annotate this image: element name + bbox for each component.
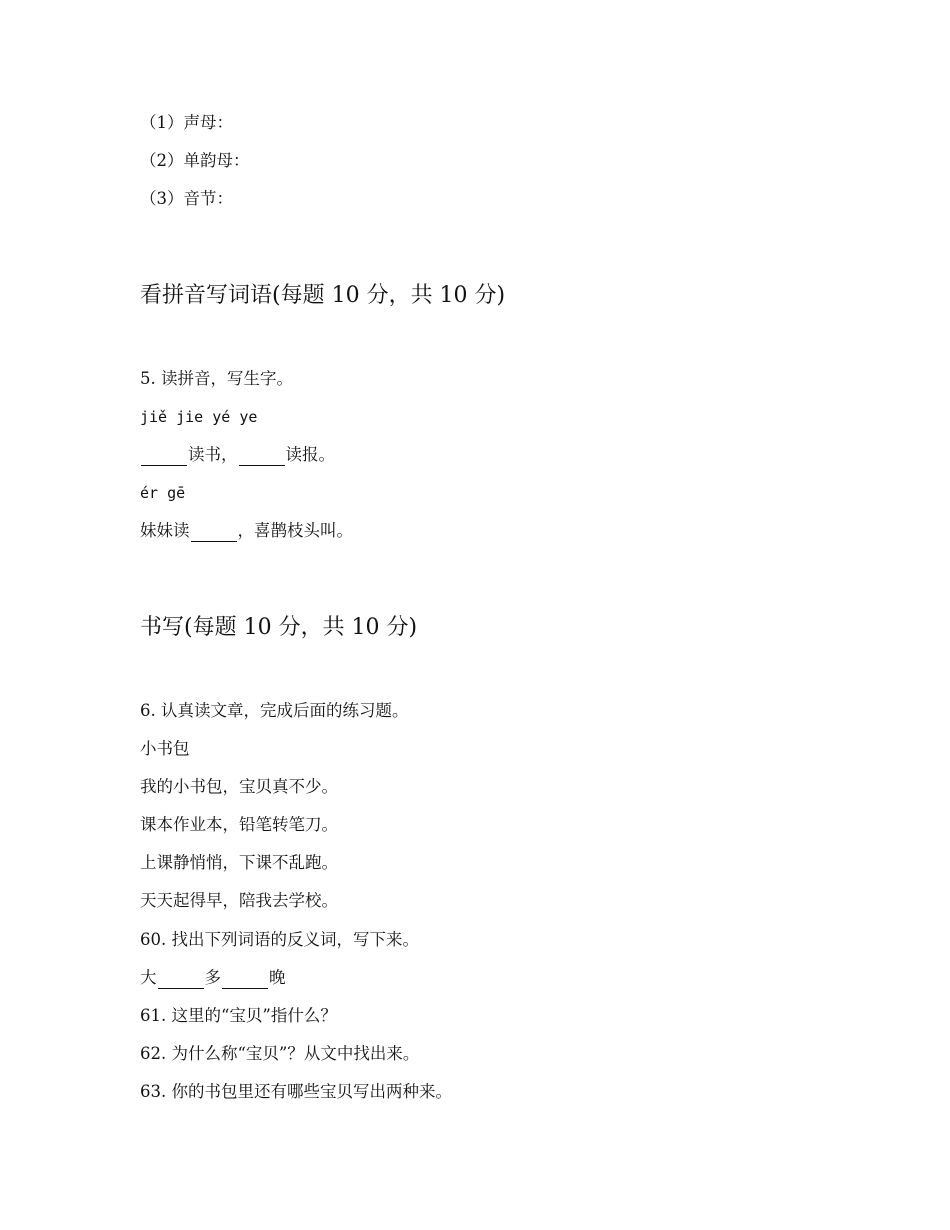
sentence-text: 读书， (188, 445, 238, 464)
answer-blank[interactable] (222, 970, 268, 989)
question-61: 61. 这里的“宝贝”指什么？ (140, 1006, 337, 1025)
sentence-text: ，喜鹊枝头叫。 (237, 521, 353, 540)
answer-blank[interactable] (191, 523, 237, 542)
section-heading-writing: 书写(每题 10 分，共 10 分) (140, 615, 418, 640)
list-item-single-finals: （2）单韵母： (140, 151, 250, 170)
question-6-title: 6. 认真读文章，完成后面的练习题。 (140, 701, 409, 720)
antonym-word: 多 (204, 968, 221, 987)
section-heading-pinyin: 看拼音写词语(每题 10 分，共 10 分) (140, 283, 506, 308)
sentence-text: 妹妹读 (140, 521, 190, 540)
pinyin-line-1: jiě jie yé ye (140, 408, 258, 426)
poem-line: 天天起得早，陪我去学校。 (140, 891, 338, 910)
poem-line: 我的小书包，宝贝真不少。 (140, 777, 338, 796)
antonym-row (140, 967, 286, 989)
sentence-text: 读报。 (285, 445, 335, 464)
question-63: 63. 你的书包里还有哪些宝贝写出两种来。 (140, 1082, 452, 1101)
fill-sentence-1 (140, 444, 335, 466)
list-item-initials: （1）声母： (140, 113, 233, 132)
antonym-word: 大 (140, 968, 157, 987)
answer-blank[interactable] (158, 970, 204, 989)
poem-line: 上课静悄悄，下课不乱跑。 (140, 853, 338, 872)
answer-blank[interactable] (141, 447, 187, 466)
antonym-word: 晚 (269, 968, 286, 987)
poem-line: 课本作业本，铅笔转笔刀。 (140, 815, 338, 834)
question-62: 62. 为什么称“宝贝”？从文中找出来。 (140, 1044, 420, 1063)
question-60: 60. 找出下列词语的反义词，写下来。 (140, 930, 419, 949)
pinyin-line-2: ér gē (140, 484, 186, 502)
question-5-title: 5. 读拼音，写生字。 (140, 369, 293, 388)
answer-blank[interactable] (239, 447, 285, 466)
list-item-syllables: （3）音节： (140, 189, 233, 208)
poem-title: 小书包 (140, 739, 190, 758)
fill-sentence-2 (140, 520, 353, 542)
